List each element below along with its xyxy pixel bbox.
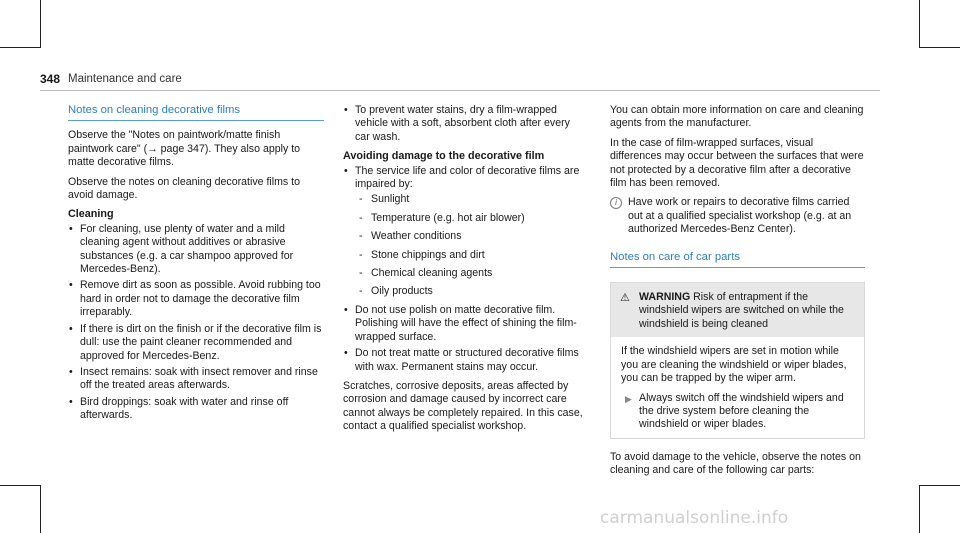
warning-body (611, 337, 864, 437)
cleaning-list (68, 223, 324, 423)
paragraph: In the case of film-wrapped surfaces, visual differences may occur between the surfaces that were not protected by a decorative film after a decorative film has been removed. (610, 136, 864, 190)
sub-list-item: - Chemical cleaning agents (355, 267, 583, 280)
warning-description: If the windshield wipers are set in motion while you are cleaning the windshield or wiper blades, you can be trapped by the wiper arm. (621, 345, 847, 385)
list-item: • Remove dirt as soon as possible. Avoid rubbing too hard in order not to damage the decorative film irreparably. (68, 279, 324, 319)
warning-label: WARNING (639, 291, 691, 304)
crop-mark (919, 485, 920, 533)
sub-list-item: - Temperature (e.g. hot air blower) (355, 212, 583, 225)
list-item: • Bird droppings: soak with water and rinse off afterwards. (68, 396, 324, 423)
paragraph: Observe the "Notes on paintwork/matte finish paintwork care" (→ page 347). They also apply to matte decorative films. (68, 129, 301, 169)
list (343, 104, 583, 144)
damage-list (343, 165, 583, 374)
sub-list-item: - Sunlight (355, 193, 583, 206)
column-middle (343, 104, 583, 440)
impairment-list (355, 193, 583, 298)
header-divider (40, 90, 880, 91)
paragraph: Scratches, corrosive deposits, areas affected by corrosion and damage caused by incorrect care cannot always be completely repaired. In this case, contact a qualified specialist workshop. (343, 379, 583, 433)
sub-list-item: - Oily products (355, 285, 583, 298)
note (610, 196, 865, 236)
heading-rule (68, 120, 324, 121)
section-heading-car-parts: Notes on care of car parts (610, 250, 740, 263)
page-number: 348 (40, 72, 61, 86)
warning-box (610, 282, 865, 439)
column-left (68, 104, 324, 429)
list-item: • Do not treat matte or structured decorative films with wax. Permanent stains may occur. (343, 347, 583, 374)
step-text: Always switch off the windshield wipers and the drive system before cleaning the windshield or wiper blades. (639, 391, 844, 431)
crop-mark (920, 485, 960, 486)
column-right (610, 104, 865, 484)
paragraph: You can obtain more information on care and cleaning agents from the manufacturer. (610, 104, 864, 130)
warning-text: Risk of entrapment if the windshield wipers are switched on while the windshield is being cleaned (639, 291, 844, 330)
crop-mark (920, 47, 960, 48)
crop-mark (40, 0, 41, 48)
crop-mark (919, 0, 920, 48)
sub-list-item: - Stone chippings and dirt (355, 249, 583, 262)
list-item: • Do not use polish on matte decorative film. Polishing will have the effect of shining the film-wrapped surface. (343, 304, 583, 344)
list-item: • To prevent water stains, dry a film-wrapped vehicle with a soft, absorbent cloth after every car wash. (343, 104, 583, 144)
watermark: carmanualsonline.info (600, 508, 789, 528)
subheading-avoiding-damage: Avoiding damage to the decorative film (343, 150, 545, 163)
note-text: Have work or repairs to decorative films carried out at a qualified specialist workshop (e.g. at an authorized Mercedes-Benz Center). (628, 196, 852, 236)
arrow-right-icon: ▶ (625, 393, 632, 404)
paragraph: To avoid damage to the vehicle, observe the notes on cleaning and care of the following car parts: (610, 450, 861, 477)
paragraph: Observe the notes on cleaning decorative films to avoid damage. (68, 175, 301, 202)
sub-list-item: - Weather conditions (355, 230, 583, 243)
warning-header (611, 283, 864, 337)
warning-triangle-icon: ⚠ (620, 292, 630, 305)
crop-mark (40, 485, 41, 533)
crop-mark (0, 47, 40, 48)
subheading-cleaning: Cleaning (68, 208, 114, 221)
info-icon: i (610, 197, 622, 209)
heading-rule (610, 267, 865, 268)
list-item: • Insect remains: soak with insect remover and rinse off the treated areas afterwards. (68, 366, 324, 393)
crop-mark (0, 485, 40, 486)
warning-step (621, 392, 854, 432)
list-item-text: The service life and color of decorative films are impaired by: (355, 164, 580, 191)
list-item: • If there is dirt on the finish or if the decorative film is dull: use the paint cleaner recommended and approved for Mercedes-Benz. (68, 323, 324, 363)
page-title: Maintenance and care (68, 73, 182, 85)
section-heading-decorative-films: Notes on cleaning decorative films (68, 104, 241, 116)
list-item: • For cleaning, use plenty of water and a mild cleaning agent without additives or abrasive substances (e.g. a car shampoo approved for Mercedes-Benz). (68, 223, 324, 277)
list-item (343, 165, 583, 299)
